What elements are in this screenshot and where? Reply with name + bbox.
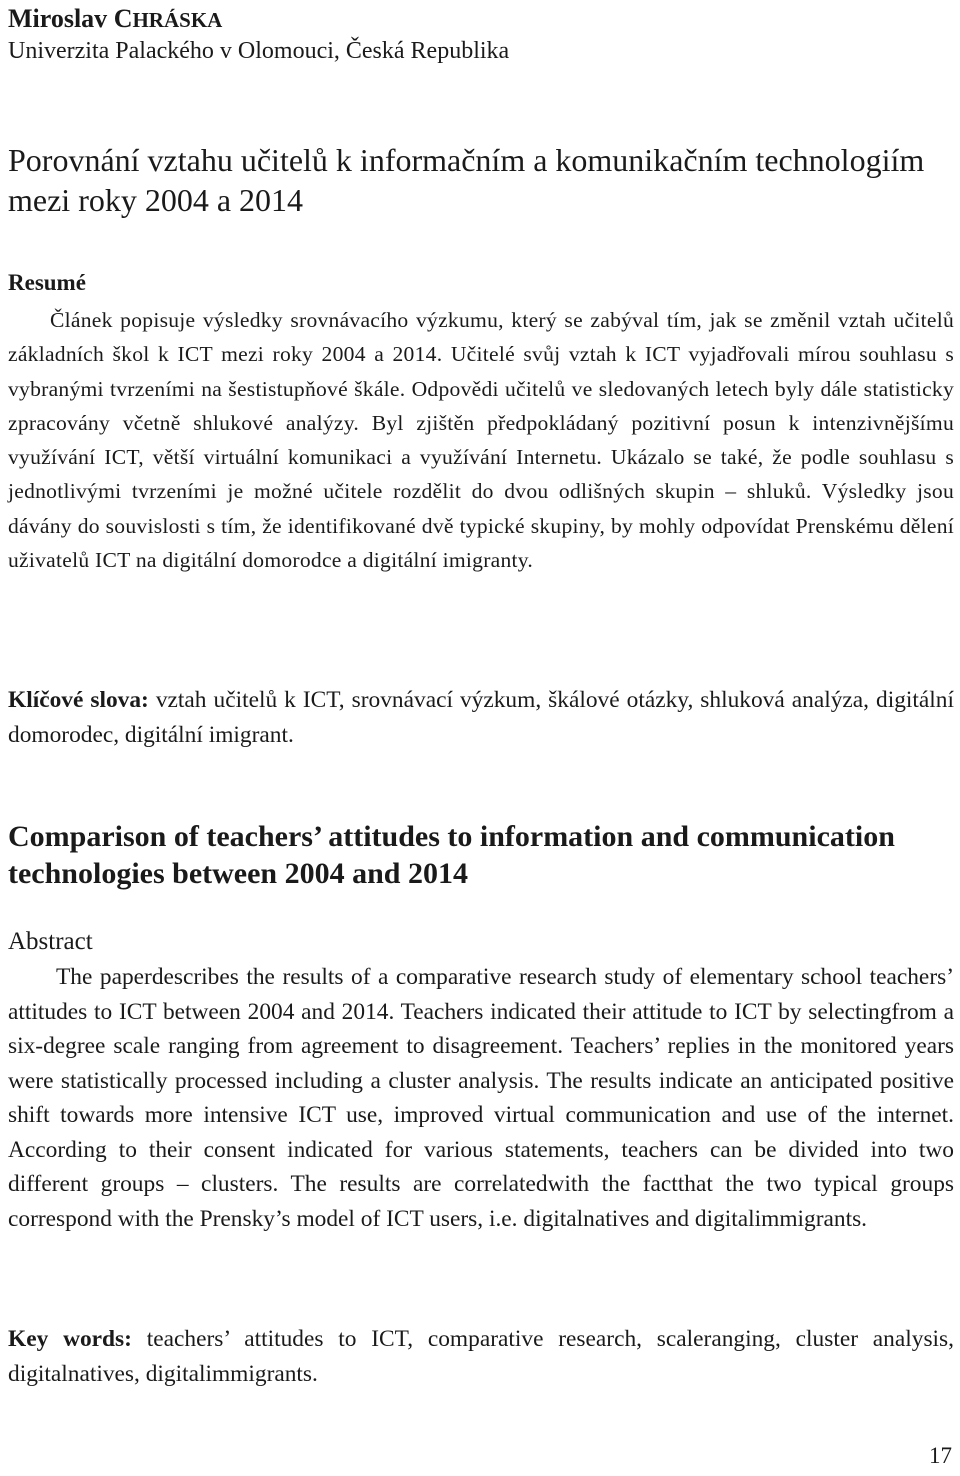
abstract-body: The paperdescribes the results of a comparative research study of elementary school teachers’ attitudes to ICT between 2004 and 2014. Teachers indicated their attitude to ICT by selectingfrom a six-degree scale ranging from agreement to disagreement. Teachers’ replies in the monitored years were statistically processed including a cluster analysis. The results indicate an anticipated positive shift towards more intensive ICT use, improved virtual communication and use of the internet. According to their consent indicated for various statements, teachers can be divided into two different groups – clusters. The results are correlatedwith the factthat the two typical groups correspond with the Prensky’s model of ICT users, i.e. digitalnatives and digitalimmigrants. <box>8 964 954 1232</box>
page-number: 17 <box>929 1443 952 1468</box>
title-english: Comparison of teachers’ attitudes to information and communication technologies between 2004 and 2014 <box>8 820 895 890</box>
author-first-name: Miroslav <box>8 4 108 33</box>
abstract-heading: Abstract <box>8 928 93 955</box>
keywords-czech-text: vztah učitelů k ICT, srovnávací výzkum, škálové otázky, shluková analýza, digitální domorodec, digitální imigrant. <box>8 687 954 748</box>
title-czech: Porovnání vztahu učitelů k informačním a komunikačním technologiím mezi roky 2004 a 2014 <box>8 142 925 218</box>
resume-heading: Resumé <box>8 270 86 295</box>
author-name <box>8 3 222 36</box>
author-last-name-initial: C <box>113 4 133 33</box>
author-last-name-rest: HRÁSKA <box>132 8 223 32</box>
keywords-czech <box>8 683 954 752</box>
keywords-czech-label: Klíčové slova: <box>8 687 149 713</box>
keywords-english <box>8 1322 954 1391</box>
keywords-english-text: teachers’ attitudes to ICT, comparative research, scaleranging, cluster analysis, digitalnatives, digitalimmigrants. <box>8 1326 954 1387</box>
keywords-english-label: Key words: <box>8 1326 132 1352</box>
resume-body: Článek popisuje výsledky srovnávacího výzkumu, který se zabýval tím, jak se změnil vztah učitelů základních škol k ICT mezi roky 2004 a 2014. Učitelé svůj vztah k ICT vyjadřovali mírou souhlasu s vybranými tvrzeními na šestistupňové škále. Odpovědi učitelů ve sledovaných letech byly dále statisticky zpracovány včetně shlukové analýzy. Byl zjištěn předpokládaný pozitivní posun k intenzivnějšímu využívání ICT, větší virtuální komunikaci a využívání Internetu. Ukázalo se také, že podle souhlasu s jednotlivými tvrzeními je možné učitele rozdělit do dvou odlišných skupin – shluků. Výsledky jsou dávány do souvislosti s tím, že identifikované dvě typické skupiny, by mohly odpovídat Prenskému dělení uživatelů ICT na digitální domorodce a digitální imigranty. <box>8 308 954 573</box>
paper-page <box>8 0 954 1476</box>
author-affiliation: Univerzita Palackého v Olomouci, Česká Republika <box>8 38 510 64</box>
